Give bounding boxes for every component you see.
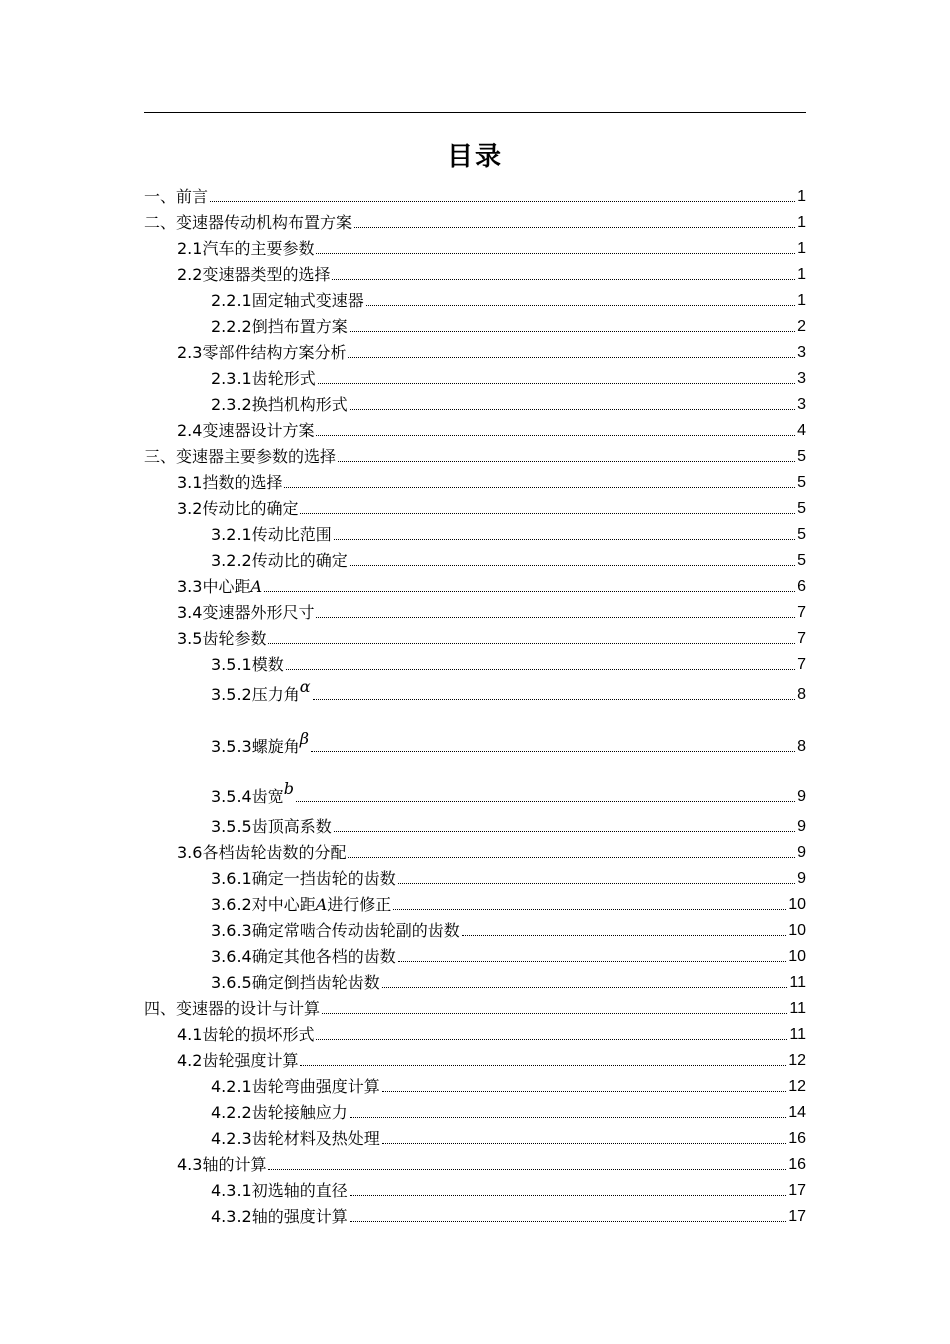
toc-page-number: 11 <box>789 974 806 991</box>
dot-leader <box>462 934 786 936</box>
toc-entry-label <box>211 948 396 966</box>
math-variable: α <box>299 677 311 696</box>
dot-leader <box>316 1038 787 1040</box>
dot-leader <box>334 538 795 540</box>
toc-entry-text: 3.2传动比的确定 <box>177 499 299 518</box>
toc-entry-label <box>177 422 314 440</box>
toc-page-number: 14 <box>788 1104 806 1121</box>
toc-entry-label <box>177 1052 298 1070</box>
toc-entry-text: 进行修正 <box>327 895 392 914</box>
dot-leader <box>348 356 795 358</box>
toc-entry-text: 3.5.5齿顶高系数 <box>211 817 332 836</box>
toc-page-number: 5 <box>797 474 806 491</box>
dot-leader <box>350 408 795 410</box>
dot-leader <box>318 382 795 384</box>
toc-entry-text: 二、变速器传动机构布置方案 <box>144 213 353 232</box>
toc-entry[interactable] <box>144 966 806 992</box>
toc-page-number: 4 <box>797 422 806 439</box>
dot-leader <box>210 200 795 202</box>
dot-leader <box>348 856 795 858</box>
toc-entry-label <box>211 1208 348 1226</box>
toc-page-number: 5 <box>797 500 806 517</box>
toc-entry-text: 3.5.1模数 <box>211 655 284 674</box>
toc-entry-text: 4.2.2齿轮接触应力 <box>211 1103 348 1122</box>
toc-entry-label <box>211 779 294 806</box>
toc-page-number: 16 <box>788 1130 806 1147</box>
toc-entry-label <box>144 1000 320 1018</box>
toc-entry-label <box>177 844 346 862</box>
toc-entry-label <box>211 656 284 674</box>
toc-page-number: 7 <box>797 656 806 673</box>
toc-page-number: 2 <box>797 318 806 335</box>
toc-entry-text: 2.1汽车的主要参数 <box>177 239 315 258</box>
dot-leader <box>316 616 795 618</box>
dot-leader <box>382 1090 786 1092</box>
toc-entry-text: 2.3.1齿轮形式 <box>211 369 316 388</box>
toc-entry-label <box>211 1078 380 1096</box>
toc-entry-text: 2.4变速器设计方案 <box>177 421 315 440</box>
math-variable: β <box>299 729 309 748</box>
dot-leader <box>332 278 795 280</box>
toc-entry[interactable] <box>144 704 806 756</box>
dot-leader <box>354 226 795 228</box>
toc-page-number: 9 <box>797 844 806 861</box>
dot-leader <box>350 1194 786 1196</box>
toc-entry[interactable] <box>144 1044 806 1070</box>
toc-entry-text: 4.2.3齿轮材料及热处理 <box>211 1129 380 1148</box>
toc-page-number: 6 <box>797 578 806 595</box>
toc-entry-label <box>144 188 208 206</box>
toc-entry-text: 4.1齿轮的损坏形式 <box>177 1025 315 1044</box>
toc-entry-label <box>211 870 396 888</box>
toc-page-number: 17 <box>788 1208 806 1225</box>
dot-leader <box>284 486 795 488</box>
toc-entry-label <box>177 474 282 492</box>
toc-entry[interactable] <box>144 648 806 674</box>
page-title: 目录 <box>446 142 503 172</box>
toc-entry[interactable] <box>144 1174 806 1200</box>
math-variable: A <box>315 895 328 914</box>
toc-entry-text: 4.3.1初选轴的直径 <box>211 1181 348 1200</box>
toc-page-number: 5 <box>797 526 806 543</box>
toc-entry-text: 一、前言 <box>144 187 209 206</box>
toc-entry[interactable] <box>144 284 806 310</box>
toc-entry-text: 2.3零部件结构方案分析 <box>177 343 347 362</box>
toc-page-number: 9 <box>797 870 806 887</box>
toc-entry-text: 3.6.1确定一挡齿轮的齿数 <box>211 869 396 888</box>
dot-leader <box>393 908 786 910</box>
dot-leader <box>366 304 795 306</box>
toc-entry-label <box>211 526 332 544</box>
dot-leader <box>334 830 795 832</box>
toc-entry-label <box>211 818 332 836</box>
dot-leader <box>264 590 795 592</box>
toc-entry-label <box>177 1156 266 1174</box>
dot-leader <box>350 330 795 332</box>
toc-entry-label <box>177 1026 314 1044</box>
toc-entry-text: 四、变速器的设计与计算 <box>144 999 321 1018</box>
toc-page-number: 16 <box>788 1156 806 1173</box>
toc-entry[interactable] <box>144 992 806 1018</box>
toc-page-number: 10 <box>788 922 806 939</box>
toc-entry-label <box>211 370 316 388</box>
toc-entry[interactable] <box>144 836 806 862</box>
toc-entry[interactable] <box>144 888 806 914</box>
toc-entry[interactable] <box>144 310 806 336</box>
dot-leader <box>268 1168 786 1170</box>
toc-entry[interactable] <box>144 1096 806 1122</box>
toc-entry-text: 3.2.1传动比范围 <box>211 525 332 544</box>
toc-entry-label <box>211 552 348 570</box>
toc-entry[interactable] <box>144 362 806 388</box>
toc-entry-label <box>211 1130 380 1148</box>
dot-leader <box>382 1142 786 1144</box>
math-variable: b <box>283 779 294 798</box>
toc-entry-text: 3.2.2传动比的确定 <box>211 551 348 570</box>
toc-page-number: 9 <box>797 788 806 805</box>
toc-entry-label <box>211 729 309 756</box>
toc-entry-label <box>211 922 460 940</box>
toc-entry-label <box>211 974 380 992</box>
toc-entry[interactable] <box>144 544 806 570</box>
toc-entry-text: 3.6.5确定倒挡齿轮齿数 <box>211 973 380 992</box>
toc-entry[interactable] <box>144 232 806 258</box>
toc-entry-text: 2.2.2倒挡布置方案 <box>211 317 348 336</box>
toc-entry[interactable] <box>144 1018 806 1044</box>
toc-entry-text: 3.4变速器外形尺寸 <box>177 603 315 622</box>
toc-entry[interactable] <box>144 940 806 966</box>
toc-entry-text: 4.2.1齿轮弯曲强度计算 <box>211 1077 380 1096</box>
dot-leader <box>338 460 795 462</box>
toc-page-number: 11 <box>789 1000 806 1017</box>
toc-page-number: 12 <box>788 1078 806 1095</box>
toc-page-number: 5 <box>797 448 806 465</box>
toc-entry[interactable] <box>144 336 806 362</box>
toc-entry[interactable] <box>144 756 806 806</box>
dot-leader <box>398 882 795 884</box>
toc-page-number: 5 <box>797 552 806 569</box>
toc-entry-label <box>211 292 364 310</box>
math-variable: A <box>250 577 263 596</box>
toc-entry[interactable] <box>144 914 806 940</box>
toc-page-number: 17 <box>788 1182 806 1199</box>
toc-page-number: 1 <box>797 214 806 231</box>
toc-page-number: 1 <box>797 188 806 205</box>
toc-entry-label <box>177 630 266 648</box>
toc-entry-text: 4.3.2轴的强度计算 <box>211 1207 348 1226</box>
dot-leader <box>316 252 795 254</box>
toc-entry-text: 3.5.4齿宽 <box>211 787 284 806</box>
dot-leader <box>322 1012 787 1014</box>
toc-entry[interactable] <box>144 674 806 704</box>
table-of-contents <box>144 180 806 1226</box>
toc-page-number: 3 <box>797 370 806 387</box>
toc-page-number: 8 <box>797 686 806 703</box>
toc-entry[interactable] <box>144 414 806 440</box>
toc-entry-text: 2.3.2换挡机构形式 <box>211 395 348 414</box>
dot-leader <box>350 1220 786 1222</box>
toc-page-number: 7 <box>797 604 806 621</box>
toc-page-number: 10 <box>788 896 806 913</box>
toc-entry[interactable] <box>144 258 806 284</box>
dot-leader <box>296 800 795 802</box>
toc-entry-text: 3.5齿轮参数 <box>177 629 267 648</box>
dot-leader <box>382 986 788 988</box>
toc-entry-label <box>144 214 352 232</box>
toc-page-number: 8 <box>797 738 806 755</box>
toc-page-number: 12 <box>788 1052 806 1069</box>
toc-page-number: 1 <box>797 266 806 283</box>
toc-entry-text: 2.2.1固定轴式变速器 <box>211 291 364 310</box>
header-rule <box>144 112 806 113</box>
toc-entry[interactable] <box>144 1200 806 1226</box>
toc-entry-text: 4.2齿轮强度计算 <box>177 1051 299 1070</box>
toc-page-number: 3 <box>797 344 806 361</box>
toc-entry-label <box>177 344 346 362</box>
toc-entry[interactable] <box>144 570 806 596</box>
toc-entry[interactable] <box>144 1122 806 1148</box>
toc-entry-label <box>211 1104 348 1122</box>
toc-page-number: 7 <box>797 630 806 647</box>
dot-leader <box>398 960 786 962</box>
toc-entry[interactable] <box>144 206 806 232</box>
toc-entry-label <box>177 266 330 284</box>
dot-leader <box>316 434 795 436</box>
toc-entry-label <box>144 448 336 466</box>
toc-entry[interactable] <box>144 1148 806 1174</box>
dot-leader <box>300 512 795 514</box>
toc-entry-label <box>177 500 298 518</box>
toc-entry-label <box>211 1182 348 1200</box>
toc-page-number: 9 <box>797 818 806 835</box>
toc-page-number: 10 <box>788 948 806 965</box>
toc-entry-label <box>211 677 311 704</box>
toc-entry[interactable] <box>144 466 806 492</box>
toc-entry-label <box>177 240 314 258</box>
toc-entry-label <box>177 604 314 622</box>
toc-entry-text: 4.3轴的计算 <box>177 1155 267 1174</box>
toc-entry[interactable] <box>144 596 806 622</box>
toc-entry-text: 3.5.2压力角 <box>211 685 300 704</box>
toc-entry-text: 3.3中心距 <box>177 577 251 596</box>
toc-entry-text: 三、变速器主要参数的选择 <box>144 447 337 466</box>
toc-entry-text: 3.6.3确定常啮合传动齿轮副的齿数 <box>211 921 460 940</box>
toc-entry-label <box>211 318 348 336</box>
toc-entry-text: 3.5.3螺旋角 <box>211 737 300 756</box>
dot-leader <box>350 1116 786 1118</box>
dot-leader <box>286 668 795 670</box>
toc-entry[interactable] <box>144 492 806 518</box>
toc-entry-text: 3.6.4确定其他各档的齿数 <box>211 947 396 966</box>
toc-entry[interactable] <box>144 1070 806 1096</box>
dot-leader <box>313 698 796 700</box>
toc-entry-label <box>211 396 348 414</box>
toc-entry[interactable] <box>144 388 806 414</box>
toc-entry[interactable] <box>144 622 806 648</box>
toc-page-number: 1 <box>797 240 806 257</box>
toc-entry[interactable] <box>144 806 806 836</box>
toc-entry[interactable] <box>144 440 806 466</box>
toc-entry-text: 3.6各档齿轮齿数的分配 <box>177 843 347 862</box>
dot-leader <box>268 642 795 644</box>
toc-page-number: 3 <box>797 396 806 413</box>
dot-leader <box>300 1064 786 1066</box>
toc-entry-text: 3.1挡数的选择 <box>177 473 283 492</box>
toc-entry-text: 2.2变速器类型的选择 <box>177 265 331 284</box>
toc-entry[interactable] <box>144 862 806 888</box>
dot-leader <box>350 564 795 566</box>
toc-page-number: 1 <box>797 292 806 309</box>
toc-entry-label <box>211 896 391 914</box>
dot-leader <box>311 750 795 752</box>
toc-entry-text: 3.6.2对中心距 <box>211 895 316 914</box>
toc-entry-label <box>177 578 262 596</box>
toc-page-number: 11 <box>789 1026 806 1043</box>
toc-entry[interactable] <box>144 518 806 544</box>
toc-entry[interactable] <box>144 180 806 206</box>
